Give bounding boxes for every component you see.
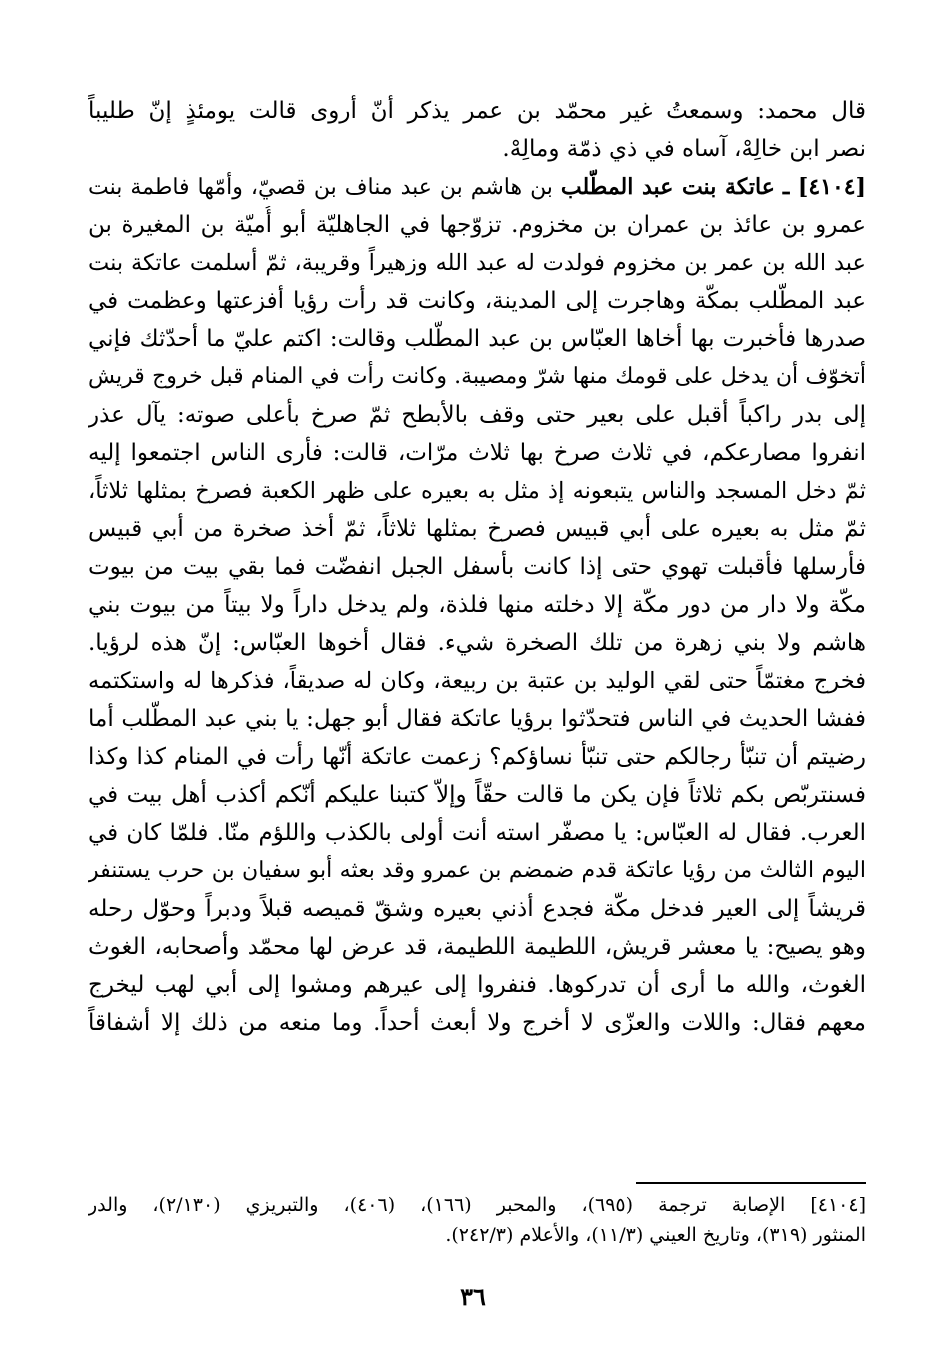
text-line: اليوم الثالث من رؤيا عاتكة قدم ضمضم بن عمرو وقد بعثه أبو سفيان بن حرب يستنفر xyxy=(88,858,866,883)
text-line: عبد الله بن عمر بن مخزوم فولدت له عبد الله وزهيراً وقريبة، ثمّ أسلمت عاتكة بنت xyxy=(88,250,866,276)
text-line: ثمّ مثل به بعيره على أبي قبيس فصرخ بمثلها ثلاثاً، ثمّ أخذ صخرة من أبي قبيس xyxy=(88,516,866,542)
footnote-line: المنثور (٣١٩)، وتاريخ العيني (١١/٣)، والأعلام (٢٤٢/٣). xyxy=(445,1224,866,1246)
footnote-separator xyxy=(636,1182,866,1184)
text-line: نصر ابن خالِهْ، آساه في ذي ذمّة ومالِهْ. xyxy=(502,136,866,162)
text-line: رضيتم أن تنبّأ رجالكم حتى تنبّأ نساؤكم؟ زعمت عاتكة أنّها رأت في المنام كذا وكذا xyxy=(88,744,866,770)
entry-heading-rest: بن هاشم بن عبد مناف بن قصيّ، وأمّها فاطمة بنت xyxy=(88,175,561,200)
entry-name: عاتكة بنت عبد المطّلب xyxy=(560,174,775,200)
text-line: الغوث، والله ما أرى أن تدركوها. فنفروا إلى عيرهم ومشوا إلى أبي لهب ليخرج xyxy=(88,972,866,998)
text-line: قال محمد: وسمعتُ غير محمّد بن عمر يذكر أنّ أروى قالت يومئذٍ إنّ طليباً xyxy=(88,98,866,124)
text-line: فخرج مغتمّاً حتى لقي الوليد بن عتبة بن ربيعة، وكان له صديقاً، فذكرها له واستكتمه xyxy=(88,668,866,694)
footnotes xyxy=(88,1190,866,1250)
entry-heading-line xyxy=(88,168,866,206)
text-line: العرب. فقال له العبّاس: يا مصفّر استه أنت أولى بالكذب واللؤم منّا. فلمّا كان في xyxy=(88,820,866,846)
entry-number: [٤١٠٤] ـ xyxy=(782,174,866,200)
text-line: ففشا الحديث في الناس فتحدّثوا برؤيا عاتكة فقال أبو جهل: يا بني عبد المطّلب أما xyxy=(88,706,866,732)
text-line: ثمّ دخل المسجد والناس يتبعونه إذ مثل به بعيره على ظهر الكعبة فصرخ بمثلها ثلاثاً، xyxy=(88,478,866,504)
text-line: فأرسلها فأقبلت تهوي حتى إذا كانت بأسفل الجبل انفضّت فما بقي بيت من بيوت xyxy=(88,554,866,580)
page-number: ٣٦ xyxy=(460,1282,486,1311)
text-line: وهو يصيح: يا معشر قريش، اللطيمة اللطيمة، قد عرض لها محمّد وأصحابه، الغوث xyxy=(88,934,866,960)
main-text xyxy=(88,92,866,1042)
text-line: صدرها فأخبرت بها أخاها العبّاس بن عبد المطّلب وقالت: اكتم عليّ ما أحدّثك فإني xyxy=(88,326,866,352)
text-line: إلى بدر راكباً أقبل على بعير حتى وقف بالأبطح ثمّ صرخ بأعلى صوته: يآل عذر xyxy=(88,402,866,428)
text-line: معهم فقال: واللات والعزّى لا أخرج ولا أبعث أحداً. وما منعه من ذلك إلا أشفاقاً xyxy=(88,1010,866,1036)
text-line: مكّة ولا دار من دور مكّة إلا دخلته منها فلذة، ولم يدخل داراً ولا بيتاً من بيوت بني xyxy=(88,592,866,618)
text-line: عبد المطّلب بمكّة وهاجرت إلى المدينة، وكانت قد رأت رؤيا أفزعتها وعظمت في xyxy=(88,288,866,314)
text-line: أتخوّف أن يدخل على قومك منها شرّ ومصيبة. وكانت رأت في المنام قبل خروج قريش xyxy=(88,364,866,389)
text-line: عمرو بن عائذ بن عمران بن مخزوم. تزوّجها في الجاهليّة أبو أُميّة بن المغيرة بن xyxy=(88,212,866,238)
text-line: هاشم ولا بني زهرة من تلك الصخرة شيء. فقال أخوها العبّاس: إنّ هذه لرؤيا. xyxy=(88,630,866,656)
text-line: فسنتربّص بكم ثلاثاً فإن يكن ما قالت حقّاً وإلاّ كتبنا عليكم أنّكم أكذب أهل بيت في xyxy=(88,782,866,808)
text-line: قريشاً إلى العير فدخل مكّة فجدع أذني بعيره وشقّ قميصه قبلاً ودبراً وحوّل رحله xyxy=(88,896,866,922)
text-line: انفروا مصارعكم، في ثلاث صرخ بها ثلاث مرّات، قالت: فأرى الناس اجتمعوا إليه xyxy=(88,440,866,466)
footnote-line: [٤١٠٤] الإصابة ترجمة (٦٩٥)، والمحبر (١٦٦)، (٤٠٦)، والتبريزي (٢/١٣٠)، والدر xyxy=(88,1194,866,1216)
